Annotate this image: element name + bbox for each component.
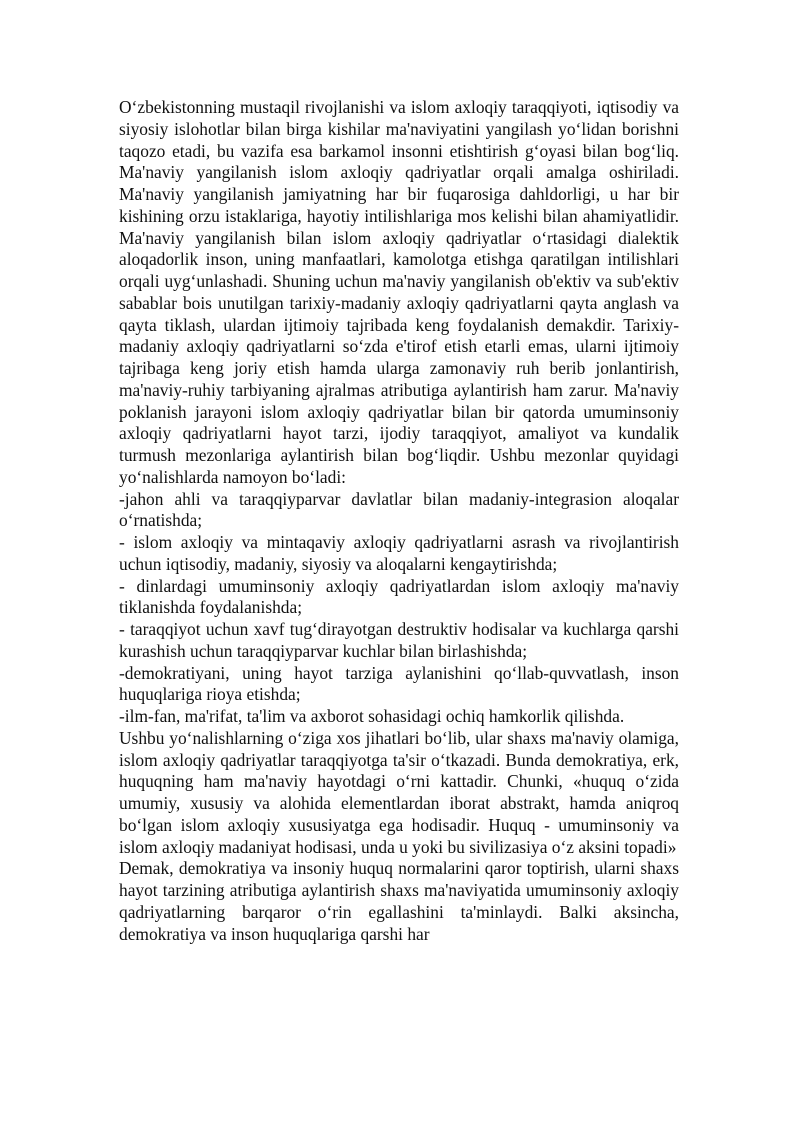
list-item-international-integration: -jahon ahli va taraqqiyparvar davlatlar bilan madaniy-integrasion aloqalar oʻrnatishda; (119, 488, 679, 531)
list-item-fighting-destructive-forces: - taraqqiyot uchun xavf tugʻdirayotgan destruktiv hodisalar va kuchlarga qarshi kurashish uchun taraqqiyparvar kuchlar bilan birlashishda; (119, 619, 679, 661)
list-item-science-cooperation: -ilm-fan, ma'rifat, ta'lim va axborot sohasidagi ochiq hamkorlik qilishda. (119, 706, 625, 726)
list-item-democracy-support: -demokratiyani, uning hayot tarziga aylanishini qoʻllab-quvvatlash, inson huquqlariga rioya etishda; (119, 662, 679, 705)
paragraph-directions: Ushbu yoʻnalishlarning oʻziga xos jihatlari boʻlib, ular shaxs ma'naviy olamiga, islom axloqiy qadriyatlar taraqqiyotga ta'sir oʻtkazadi. Bunda demokratiya, erk, huquqning ham ma'naviy hayotdagi oʻrni kattadir. Chunki, «huquq oʻzida umumiy, xususiy va alohida elementlardan iborat abstrakt, hamda aniqroq boʻlgan islom axloqiy xususiyatga ega hodisadir. Huquq - umuminsoniy va islom axloqiy madaniyat hodisasi, unda u yoki bu sivilizasiya oʻz aksini topadi» (119, 727, 679, 857)
list-item-religious-values: - dinlardagi umuminsoniy axloqiy qadriyatlardan islom axloqiy ma'naviy tiklanishda foydalanishda; (119, 575, 679, 618)
paragraph-conclusion: Demak, demokratiya va insoniy huquq normalarini qaror toptirish, ularni shaxs hayot tarzining atributiga aylantirish shaxs ma'naviyatida umuminsoniy axloqiy qadriyatlarning barqaror oʻrin egallashini ta'minlaydi. Balki aksincha, demokratiya va inson huquqlariga qarshi har (119, 858, 679, 944)
document-body (119, 97, 679, 945)
list-item-preserving-values: - islom axloqiy va mintaqaviy axloqiy qadriyatlarni asrash va rivojlantirish uchun iqtisodiy, madaniy, siyosiy va aloqalarni kengaytirishda; (119, 532, 679, 574)
paragraph-intro: Oʻzbekistonning mustaqil rivojlanishi va islom axloqiy taraqqiyoti, iqtisodiy va siyosiy islohotlar bilan birga kishilar ma'naviyatini yangilash yoʻlidan borishni taqozo etadi, bu vazifa esa barkamol insonni etishtirish gʻoyasi bilan bogʻliq. Ma'naviy yangilanish islom axloqiy qadriyatlar orqali amalga oshiriladi. Ma'naviy yangilanish jamiyatning har bir fuqarosiga dahldorligi, u har bir kishining orzu istaklariga, hayotiy intilishlariga mos kelishi bilan ahamiyatlidir. Ma'naviy yangilanish bilan islom axloqiy qadriyatlar oʻrtasidagi dialektik aloqadorlik inson, uning manfaatlari, kamolotga etishga qaratilgan intilishlari orqali uygʻunlashadi. Shuning uchun ma'naviy yangilanish ob'ektiv va sub'ektiv sabablar bois unutilgan tarixiy-madaniy axloqiy qadriyatlarni qayta anglash va qayta tiklash, ulardan ijtimoiy tajribada keng foydalanish demakdir. Tarixiy-madaniy axloqiy qadriyatlarni soʻzda e'tirof etish etarli emas, ularni ijtimoiy tajribaga keng joriy etish hamda ularga zamonaviy ruh berib jonlantirish, ma'naviy-ruhiy tarbiyaning ajralmas atributiga aylantirish ham zarur. Ma'naviy poklanish jarayoni islom axloqiy qadriyatlar bilan bir qatorda umuminsoniy axloqiy qadriyatlarni hayot tarzi, ijodiy taraqqiyot, amaliyot va kundalik turmush mezonlariga aylantirish bilan bogʻliqdir. Ushbu mezonlar quyidagi yoʻnalishlarda namoyon boʻladi: (119, 97, 679, 487)
